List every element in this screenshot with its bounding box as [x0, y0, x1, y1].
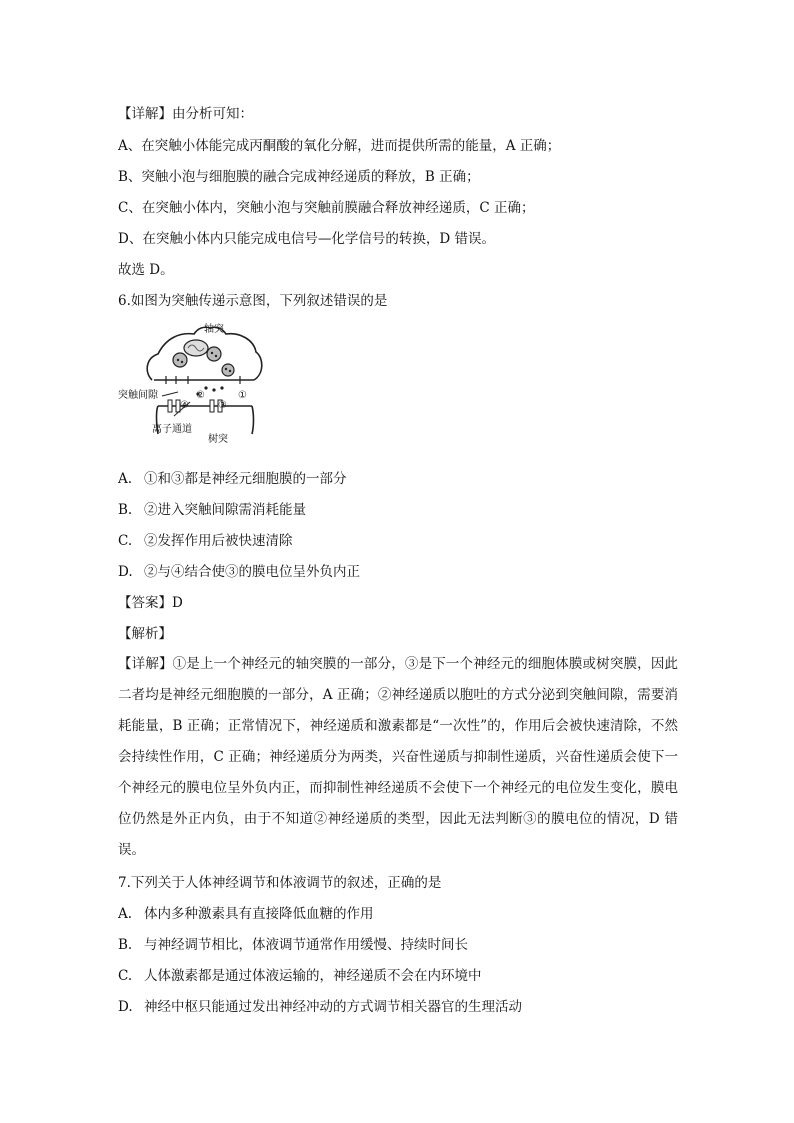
q6-option-d: D. ②与④结合使③的膜电位呈外负内正	[118, 564, 360, 580]
detail-heading: 【详解】由分析可知：	[118, 106, 253, 122]
question-6-stem: 6.如图为突触传递示意图，下列叙述错误的是	[118, 293, 388, 309]
marker-4: ④	[180, 400, 189, 411]
q6-analysis-heading: 【解析】	[118, 626, 172, 642]
q7-option-c: C. 人体激素都是通过体液运输的，神经递质不会在内环境中	[118, 968, 482, 984]
conclusion-line: 故选 D。	[118, 262, 174, 278]
q7-option-a: A. 体内多种激素具有直接降低血糖的作用	[118, 906, 374, 922]
q6-option-c: C. ②发挥作用后被快速清除	[118, 533, 293, 549]
marker-2: ②	[196, 390, 205, 401]
marker-3: ③	[218, 400, 227, 411]
label-ion-channel: 离子通道	[152, 424, 192, 435]
q7-option-d: D. 神经中枢只能通过发出神经冲动的方式调节相关器官的生理活动	[118, 999, 522, 1015]
explanation-line-b: B、突触小泡与细胞膜的融合完成神经递质的释放，B 正确；	[118, 169, 480, 185]
explanation-line-c: C、在突触小体内，突触小泡与突触前膜融合释放神经递质，C 正确；	[118, 200, 535, 216]
synaptic-vesicle	[207, 347, 221, 361]
q7-option-b: B. 与神经调节相比，体液调节通常作用缓慢、持续时间长	[118, 937, 468, 953]
synaptic-vesicle	[173, 353, 187, 367]
explanation-line-a: A、在突触小体能完成丙酮酸的氧化分解，进而提供所需的能量，A 正确；	[118, 138, 561, 154]
label-axon: 轴突	[204, 324, 224, 335]
synapse-diagram	[118, 318, 278, 450]
q6-option-b: B. ②进入突触间隙需消耗能量	[118, 502, 306, 518]
synapse-diagram-svg	[118, 318, 278, 450]
explanation-line-d: D、在突触小体内只能完成电信号—化学信号的转换，D 错误。	[118, 231, 495, 247]
synaptic-vesicle	[222, 364, 234, 376]
question-7-stem: 7.下列关于人体神经调节和体液调节的叙述，正确的是	[118, 875, 442, 891]
ion-channel	[168, 400, 172, 412]
q6-answer: 【答案】D	[118, 595, 183, 611]
marker-1: ①	[238, 390, 247, 401]
q6-detail-paragraph: 【详解】①是上一个神经元的轴突膜的一部分，③是下一个神经元的细胞体膜或树突膜，因此二者均是神经元细胞膜的一部分，A 正确；②神经递质以胞吐的方式分泌到突触间隙，需要消耗能量，B 正确；正常情况下，神经递质和激素都是“一次性”的，作用后会被快速清除，不然会持续性作用，C 正确；神经递质分为两类，兴奋性递质与抑制性递质，兴奋性递质会使下一个神经元的膜电位呈外负内正，而抑制性神经递质不会使下一个神经元的电位发生变化，膜电位仍然是外正内负，由于不知道②神经递质的类型，因此无法判断③的膜电位的情况，D 错误。	[118, 656, 678, 858]
label-dendrite: 树突	[208, 434, 228, 445]
q6-option-a: A. ①和③都是神经元细胞膜的一部分	[118, 471, 347, 487]
label-synaptic-cleft: 突触间隙	[118, 390, 158, 401]
